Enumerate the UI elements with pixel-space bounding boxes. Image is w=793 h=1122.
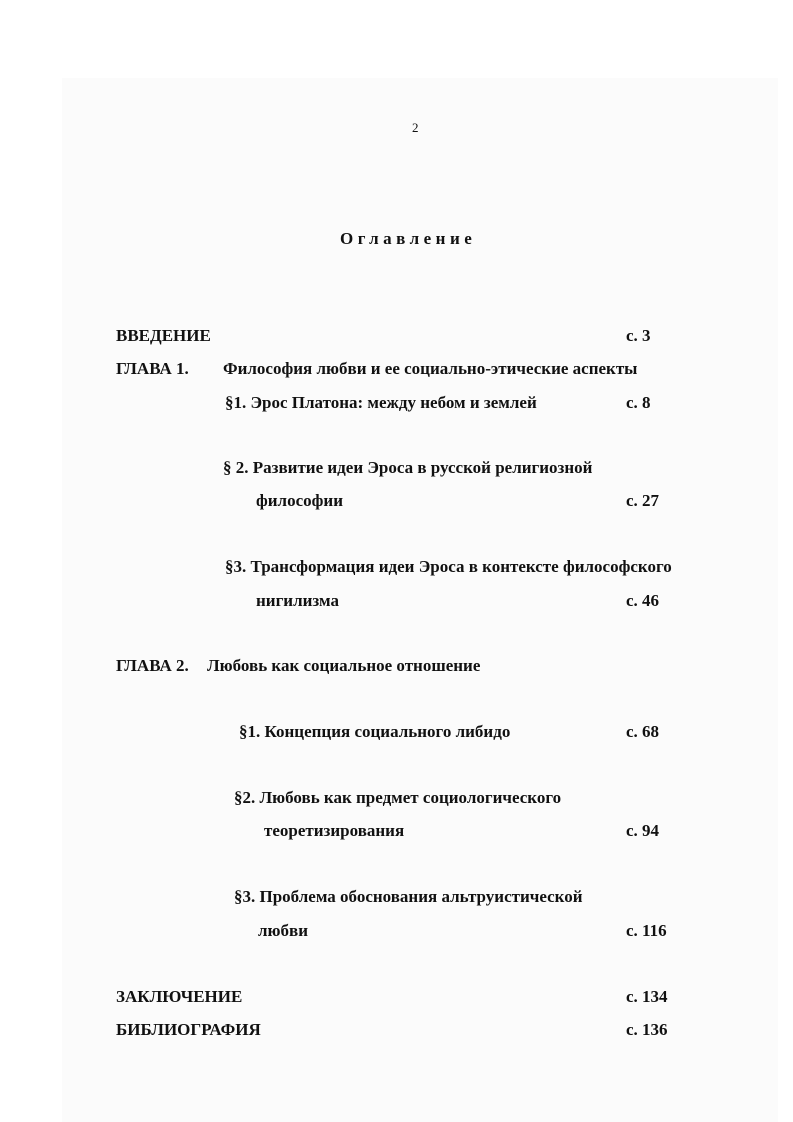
toc-intro-page: с. 3 [626,326,651,345]
toc-ch2-section2-page: с. 94 [626,821,660,840]
toc-ch1-section3-line2: нигилизма [256,591,339,610]
toc-conclusion-page: с. 134 [626,987,668,1006]
toc-ch1-section2-line2: философии [256,491,343,510]
toc-ch2-section2-line2: теоретизирования [264,821,405,840]
toc-bibliography-label: БИБЛИОГРАФИЯ [116,1020,261,1039]
toc-chapter2-label: ГЛАВА 2. [116,656,189,675]
toc-chapter2-title: Любовь как социальное отношение [207,656,481,675]
toc-chapter1-label: ГЛАВА 1. [116,359,189,378]
toc-chapter1-title: Философия любви и ее социально-этические аспекты [223,359,638,378]
toc-ch1-section2-line1: § 2. Развитие идеи Эроса в русской религиозной [223,458,593,477]
toc-ch2-section1-label: §1. Концепция социального либидо [239,722,511,741]
page-number: 2 [412,120,419,135]
toc-ch2-section1-page: с. 68 [626,722,660,741]
toc-ch1-section3-line1: §3. Трансформация идеи Эроса в контексте философского [225,557,672,576]
toc-ch2-section3-page: с. 116 [626,921,667,940]
toc-ch1-section3-page: с. 46 [626,591,660,610]
toc-conclusion-label: ЗАКЛЮЧЕНИЕ [116,987,243,1006]
toc-ch1-section2-page: с. 27 [626,491,660,510]
toc-ch2-section3-line1: §3. Проблема обоснования альтруистической [234,887,583,906]
toc-intro-label: ВВЕДЕНИЕ [116,326,211,345]
toc-ch1-section1-label: §1. Эрос Платона: между небом и землей [225,393,537,412]
toc-bibliography-page: с. 136 [626,1020,668,1039]
toc-ch2-section3-line2: любви [258,921,309,940]
toc-ch1-section1-page: с. 8 [626,393,651,412]
toc-title: Оглавление [340,229,477,248]
toc-ch2-section2-line1: §2. Любовь как предмет социологического [234,788,562,807]
